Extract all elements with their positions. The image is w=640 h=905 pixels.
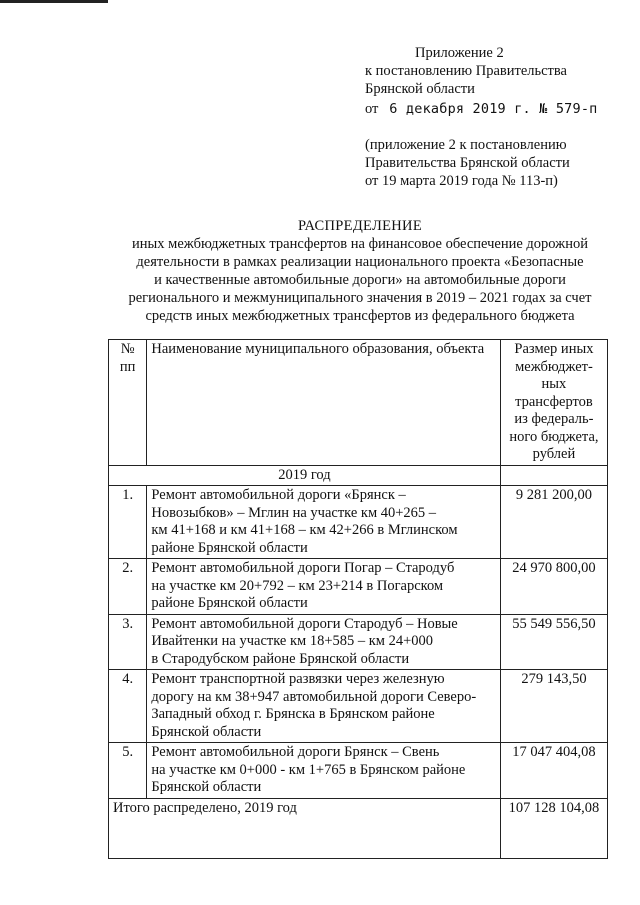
heading-line-4: регионального и межмуниципального значения в 2019 – 2021 годах за счет (128, 290, 592, 306)
year-amount-empty (500, 465, 607, 486)
header-name: Наименование муниципального образования, объекта (147, 340, 500, 466)
top-rule (0, 0, 108, 3)
note-line-1: (приложение 2 к постановлению (365, 137, 567, 153)
note-line-3: от 19 марта 2019 года № 113-п) (365, 173, 558, 189)
row-object-name: Ремонт автомобильной дороги «Брянск – Новозыбков» – Мглин на участке км 40+265 – км 41+168 и км 41+168 – км 42+266 в Мглинском районе Брянской области (147, 486, 500, 559)
appendix-block (365, 44, 597, 118)
table-row (109, 486, 608, 559)
heading-line-3: и качественные автомобильные дороги» на автомобильные дороги (154, 272, 566, 288)
row-number: 3. (109, 614, 147, 670)
appendix-title: Приложение 2 (415, 45, 504, 61)
distribution-table (108, 339, 608, 859)
heading-line-5: средств иных межбюджетных трансфертов из федерального бюджета (145, 308, 575, 324)
table-row (109, 743, 608, 799)
header-amount: Размер иных межбюджет- ных трансфертов из федераль- ного бюджета, рублей (500, 340, 607, 466)
year-label: 2019 год (109, 465, 501, 486)
row-object-name: Ремонт транспортной развязки через железную дорогу на км 38+947 автомобильной дороги Северо- Западный обход г. Брянска в Брянском районе Брянской области (147, 670, 500, 743)
year-row (109, 465, 608, 486)
row-number: 5. (109, 743, 147, 799)
note-line-2: Правительства Брянской области (365, 155, 570, 171)
previous-edition-note (365, 136, 570, 190)
row-amount: 279 143,50 (500, 670, 607, 743)
appendix-date-line (365, 100, 597, 118)
appendix-line-2: к постановлению Правительства (365, 63, 567, 79)
header-row (109, 340, 608, 466)
row-amount: 24 970 800,00 (500, 559, 607, 615)
date-stamp: 6 декабря 2019 г. № 579-п (389, 101, 598, 117)
document-heading (105, 217, 615, 325)
heading-line-2: деятельности в рамках реализации национального проекта «Безопасные (136, 254, 584, 270)
date-prefix: от (365, 101, 379, 117)
row-amount: 55 549 556,50 (500, 614, 607, 670)
table-row (109, 670, 608, 743)
document-title: РАСПРЕДЕЛЕНИЕ (298, 218, 422, 234)
table-row (109, 614, 608, 670)
row-number: 4. (109, 670, 147, 743)
table-row (109, 559, 608, 615)
row-object-name: Ремонт автомобильной дороги Стародуб – Новые Ивайтенки на участке км 18+585 – км 24+000 в Стародубском районе Брянской области (147, 614, 500, 670)
total-label: Итого распределено, 2019 год (109, 798, 501, 858)
total-amount: 107 128 104,08 (500, 798, 607, 858)
appendix-line-3: Брянской области (365, 81, 475, 97)
row-object-name: Ремонт автомобильной дороги Погар – Стародуб на участке км 20+792 – км 23+214 в Погарском районе Брянской области (147, 559, 500, 615)
row-number: 2. (109, 559, 147, 615)
header-num: № пп (109, 340, 147, 466)
heading-line-1: иных межбюджетных трансфертов на финансовое обеспечение дорожной (132, 236, 588, 252)
total-row (109, 798, 608, 858)
row-amount: 17 047 404,08 (500, 743, 607, 799)
row-amount: 9 281 200,00 (500, 486, 607, 559)
row-number: 1. (109, 486, 147, 559)
row-object-name: Ремонт автомобильной дороги Брянск – Свень на участке км 0+000 - км 1+765 в Брянском районе Брянской области (147, 743, 500, 799)
